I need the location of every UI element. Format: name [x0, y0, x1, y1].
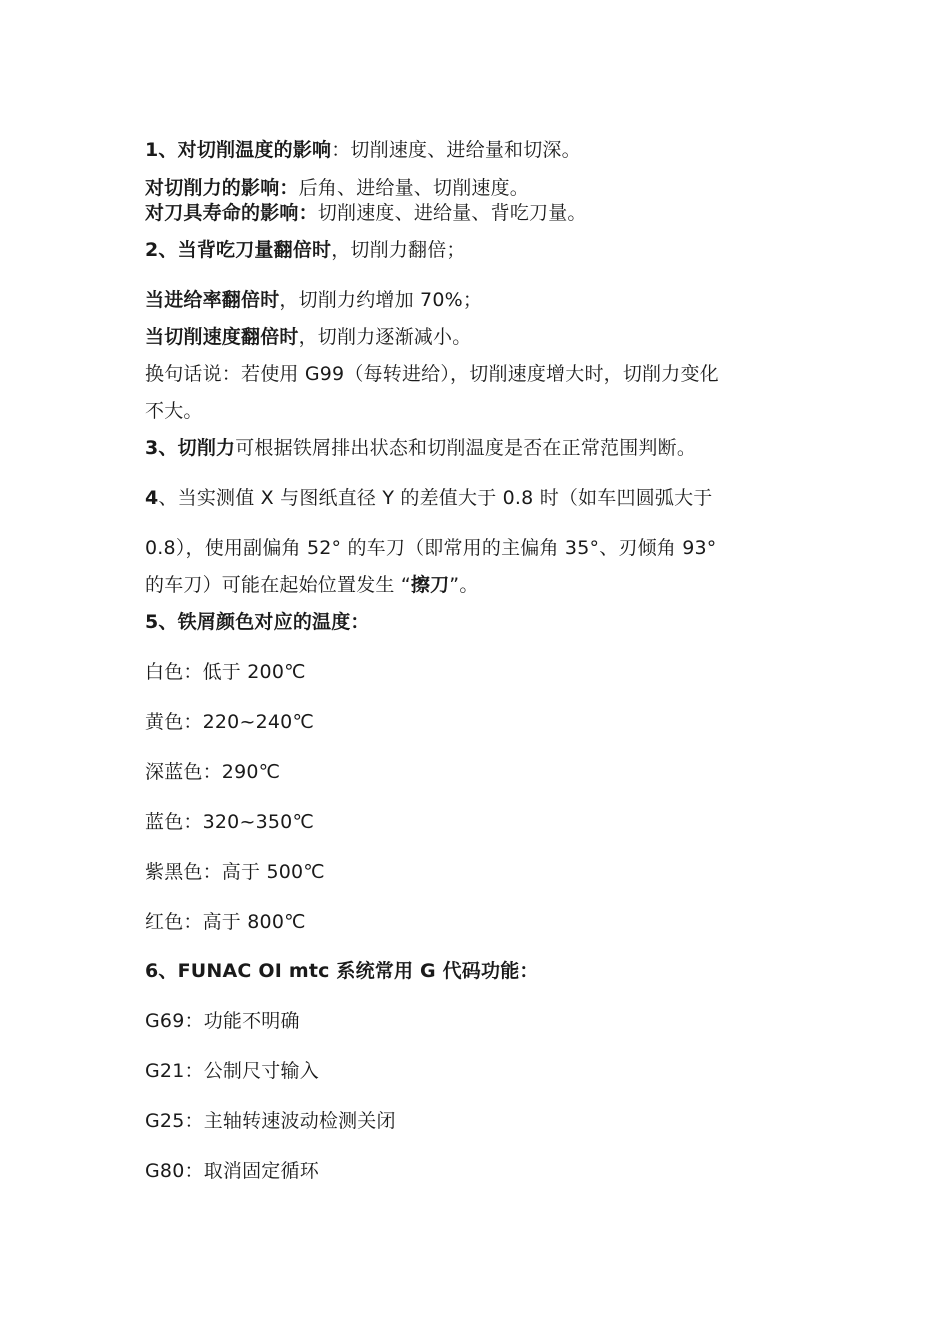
s2-line-4: 换句话说：若使用 G99（每转进给），切削速度增大时，切削力变化	[145, 363, 719, 385]
s6-item: G21：公制尺寸输入	[145, 1060, 319, 1082]
s6-item: G69：功能不明确	[145, 1010, 300, 1032]
s1-l3-text: 切削速度、进给量、背吃刀量。	[317, 202, 587, 224]
s4-line-2: 0.8），使用副偏角 52° 的车刀（即常用的主偏角 35°、刃倾角 93°	[145, 537, 717, 559]
s5-item: 白色：低于 200℃	[145, 661, 306, 683]
s6-heading: 6、FUNAC OI mtc 系统常用 G 代码功能：	[145, 960, 539, 982]
s5-item: 蓝色：320~350℃	[145, 811, 314, 833]
s2-l2-text: ，切削力约增加 70%；	[279, 289, 483, 311]
s1-line-2	[145, 175, 529, 201]
s4-line-1	[145, 485, 713, 511]
s1-l1-bold: 1、对切削温度的影响	[145, 139, 332, 161]
s4-l3c: ”。	[449, 574, 479, 596]
s4-num: 4	[145, 487, 159, 509]
s2-l1-bold: 2、当背吃刀量翻倍时	[145, 239, 332, 261]
s3-text: 可根据铁屑排出状态和切削温度是否在正常范围判断。	[235, 437, 697, 459]
s2-l1-text: ，切削力翻倍；	[331, 239, 466, 261]
s5-item: 黄色：220~240℃	[145, 711, 314, 733]
s2-line-1	[145, 237, 466, 263]
s6-item: G80：取消固定循环	[145, 1160, 319, 1182]
s6-item: G25：主轴转速波动检测关闭	[145, 1110, 396, 1132]
s5-item: 红色：高于 800℃	[145, 911, 306, 933]
s4-l3a: 的车刀）可能在起始位置发生 “	[145, 574, 411, 596]
s1-line-3	[145, 200, 587, 226]
s4-l3b: 擦刀	[410, 574, 450, 596]
s2-l3-bold: 当切削速度翻倍时	[145, 326, 299, 348]
s5-item: 紫黑色：高于 500℃	[145, 861, 325, 883]
s3-bold: 3、切削力	[145, 437, 236, 459]
s1-l2-text: 后角、进给量、切削速度。	[298, 177, 530, 199]
s5-item: 深蓝色：290℃	[145, 761, 281, 783]
s5-heading: 5、铁屑颜色对应的温度：	[145, 611, 370, 633]
s1-line-1	[145, 137, 581, 163]
s2-line-3	[145, 324, 471, 350]
s3-line	[145, 435, 696, 461]
s1-l1-text: ：切削速度、进给量和切深。	[331, 139, 581, 161]
s4-l1-text: 、当实测值 X 与图纸直径 Y 的差值大于 0.8 时（如车凹圆弧大于	[158, 487, 713, 509]
s2-l2-bold: 当进给率翻倍时	[145, 289, 280, 311]
s1-l3-bold: 对刀具寿命的影响：	[145, 202, 318, 224]
s2-line-5: 不大。	[145, 400, 203, 422]
s1-l2-bold: 对切削力的影响：	[145, 177, 299, 199]
s2-line-2	[145, 287, 482, 313]
s4-line-3	[145, 572, 479, 598]
s2-l3-text: ，切削力逐渐减小。	[298, 326, 472, 348]
